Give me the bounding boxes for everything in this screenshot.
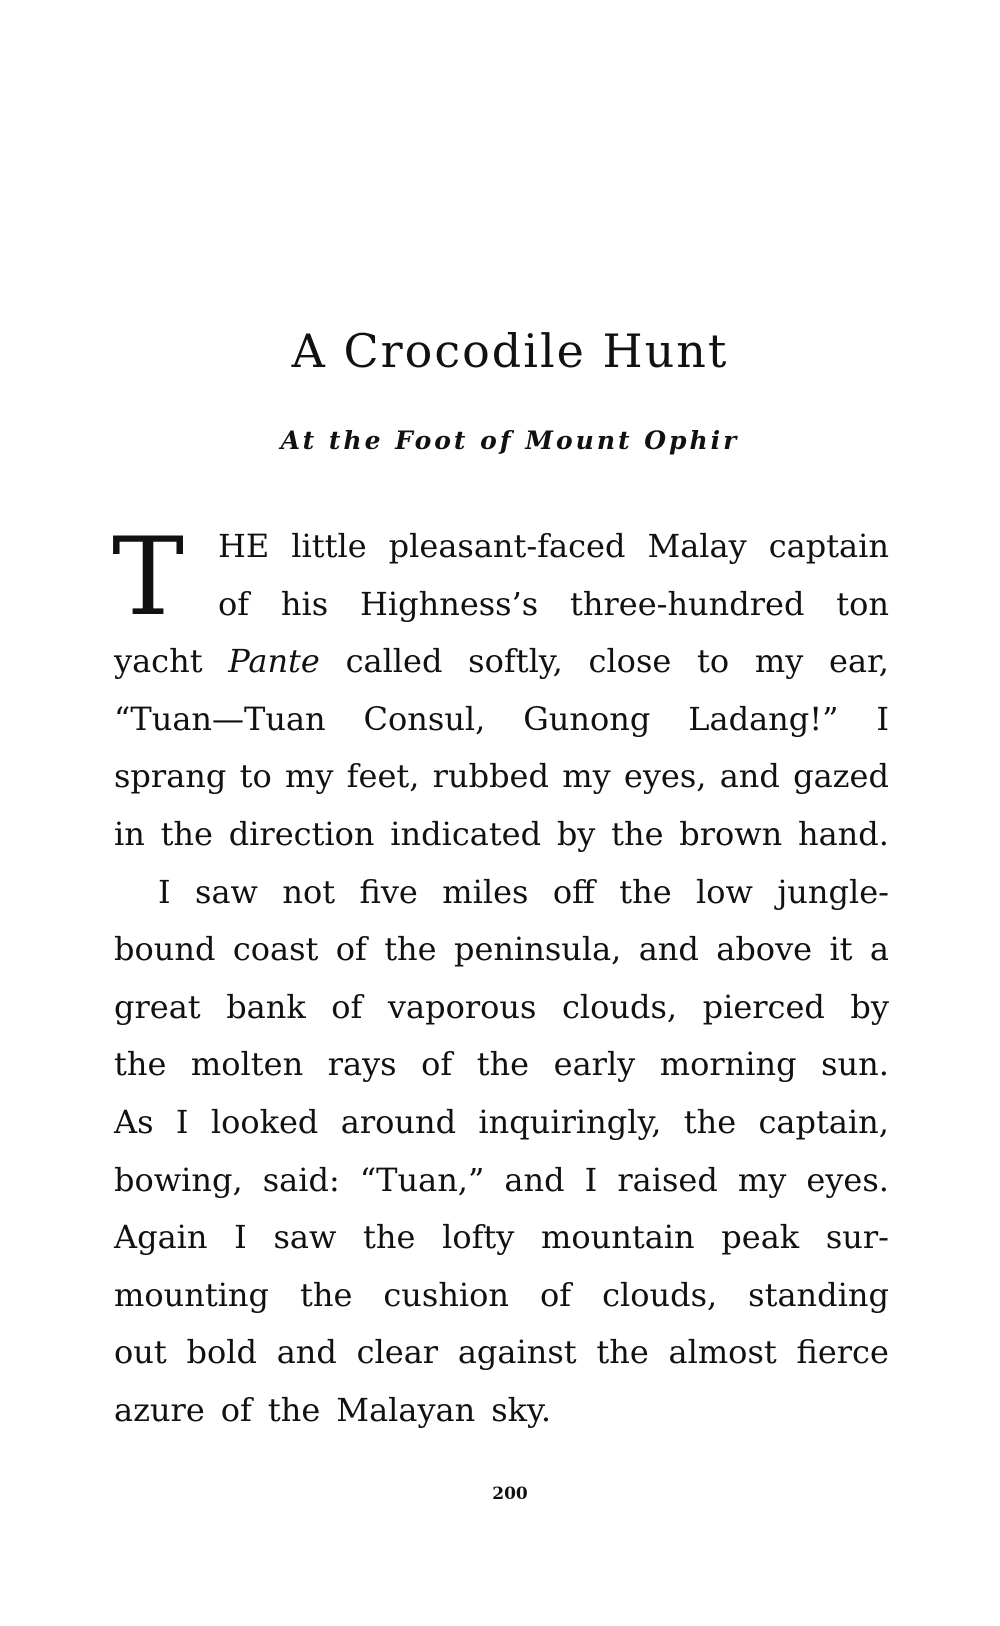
word: “Tuan—Tuan: [114, 699, 326, 738]
word: clouds,: [602, 1275, 718, 1314]
word: rubbed: [432, 757, 549, 796]
word: by: [850, 987, 889, 1026]
word: the: [384, 930, 437, 969]
word: eyes,: [623, 757, 707, 796]
word: out: [114, 1333, 167, 1372]
word: mounting: [114, 1275, 270, 1314]
word: of: [331, 987, 363, 1026]
word: called: [345, 642, 443, 681]
word: direction: [228, 814, 375, 853]
text-line: [114, 691, 889, 749]
word: not: [282, 872, 336, 911]
word: mountain: [541, 1218, 695, 1257]
word: around: [340, 1102, 457, 1141]
word: the: [299, 1275, 353, 1314]
word: bowing,: [114, 1160, 243, 1199]
word: morning: [659, 1045, 797, 1084]
text-line: [114, 1036, 889, 1094]
word: captain: [768, 527, 889, 565]
word: I: [876, 699, 889, 738]
word: saw: [273, 1218, 337, 1257]
word: sprang: [114, 757, 227, 796]
word: Malayan: [336, 1390, 476, 1429]
chapter-title: A Crocodile Hunt: [291, 324, 729, 378]
body-text: [112, 515, 889, 1440]
word: hand.: [797, 814, 889, 853]
word: Ladang!”: [688, 699, 839, 738]
text-line: [114, 1382, 889, 1440]
word: looked: [210, 1102, 319, 1141]
word: saw: [195, 872, 258, 911]
word: of: [421, 1045, 453, 1084]
text-line: [114, 864, 889, 922]
word: I: [158, 872, 171, 911]
word: to: [239, 757, 272, 796]
word: rays: [327, 1045, 397, 1084]
word: of: [335, 930, 367, 969]
word: softly,: [468, 642, 563, 681]
word: azure: [114, 1390, 205, 1429]
text-line: [114, 979, 889, 1037]
word: the: [611, 814, 664, 853]
word: peninsula,: [453, 930, 622, 969]
word: his: [280, 584, 329, 623]
word: brown: [679, 814, 783, 853]
word: of: [220, 1390, 252, 1429]
word: Again: [114, 1218, 208, 1257]
text-line: [114, 806, 889, 864]
word: gazed: [793, 757, 889, 796]
word: clear: [356, 1333, 439, 1372]
word: the: [363, 1218, 416, 1257]
word: pierced: [702, 987, 825, 1026]
word: sur-: [825, 1218, 889, 1257]
word: off: [552, 872, 595, 911]
word: to: [697, 642, 730, 681]
word: clouds,: [561, 987, 678, 1026]
word: bold: [186, 1333, 257, 1372]
word: peak: [721, 1218, 800, 1257]
word: HE: [218, 527, 270, 565]
word: miles: [442, 872, 529, 911]
word: my: [285, 757, 334, 796]
word: and: [719, 757, 780, 796]
word: the: [114, 1045, 167, 1084]
word: little: [291, 527, 367, 565]
word: feet,: [346, 757, 420, 796]
word: yacht: [114, 642, 203, 681]
word: my: [737, 1160, 787, 1199]
word: I: [584, 1160, 598, 1199]
word: Gunong: [523, 699, 651, 738]
word: molten: [190, 1045, 304, 1084]
word: bound: [114, 930, 216, 969]
word: almost: [668, 1333, 777, 1372]
text-line: [114, 748, 889, 806]
word: and: [276, 1333, 337, 1372]
drop-cap: T: [112, 515, 185, 640]
word: the: [476, 1045, 530, 1084]
word: and: [504, 1160, 565, 1199]
word: lofty: [442, 1218, 515, 1257]
word: inquiringly,: [478, 1102, 662, 1141]
word: jungle-: [777, 872, 889, 911]
text-line: [114, 633, 889, 691]
word: Malay: [647, 527, 747, 565]
word: vaporous: [387, 987, 537, 1026]
word: three-hundred: [569, 584, 805, 623]
word: low: [696, 872, 753, 911]
word: it: [829, 930, 853, 969]
word: captain,: [758, 1102, 889, 1141]
word: fierce: [796, 1333, 889, 1372]
word: and: [638, 930, 699, 969]
word: pleasant-faced: [388, 527, 626, 565]
word: As: [114, 1102, 154, 1141]
word: eyes.: [806, 1160, 889, 1199]
text-line: [114, 921, 889, 979]
text-line: [114, 1152, 889, 1210]
word: close: [588, 642, 672, 681]
word: in: [114, 814, 145, 853]
word: the: [267, 1390, 321, 1429]
word: sky.: [491, 1390, 552, 1429]
text-line: [114, 1094, 889, 1152]
word: ton: [836, 584, 889, 623]
text-line: [114, 1324, 889, 1382]
word: indicated: [390, 814, 542, 853]
word: the: [683, 1102, 737, 1141]
word: the: [160, 814, 213, 853]
word: of: [540, 1275, 572, 1314]
word: said:: [262, 1160, 340, 1199]
word: I: [175, 1102, 189, 1141]
chapter-subtitle: At the Foot of Mount Ophir: [280, 426, 740, 455]
word: Highness’s: [359, 584, 539, 623]
word: a: [869, 930, 889, 969]
word: of: [218, 584, 250, 623]
text-line: [114, 1267, 889, 1325]
word: five: [359, 872, 418, 911]
word: early: [553, 1045, 636, 1084]
word: “Tuan,”: [359, 1160, 485, 1199]
word: Consul,: [363, 699, 486, 738]
word: the: [596, 1333, 649, 1372]
word: I: [234, 1218, 247, 1257]
word: standing: [748, 1275, 889, 1314]
word: my: [754, 642, 804, 681]
word: ear,: [829, 642, 889, 681]
word: above: [716, 930, 813, 969]
text-line: [114, 576, 889, 634]
text-line: [114, 1209, 889, 1267]
word: the: [619, 872, 672, 911]
text-line: [114, 518, 889, 576]
page-number: 200: [492, 1484, 528, 1504]
word: bank: [226, 987, 306, 1026]
word: great: [114, 987, 201, 1026]
word: coast: [232, 930, 319, 969]
word: against: [457, 1333, 577, 1372]
word: sun.: [821, 1045, 889, 1084]
word: my: [562, 757, 611, 796]
word: raised: [617, 1160, 718, 1199]
word: cushion: [383, 1275, 510, 1314]
word: Pante: [228, 642, 320, 681]
word: by: [556, 814, 596, 853]
